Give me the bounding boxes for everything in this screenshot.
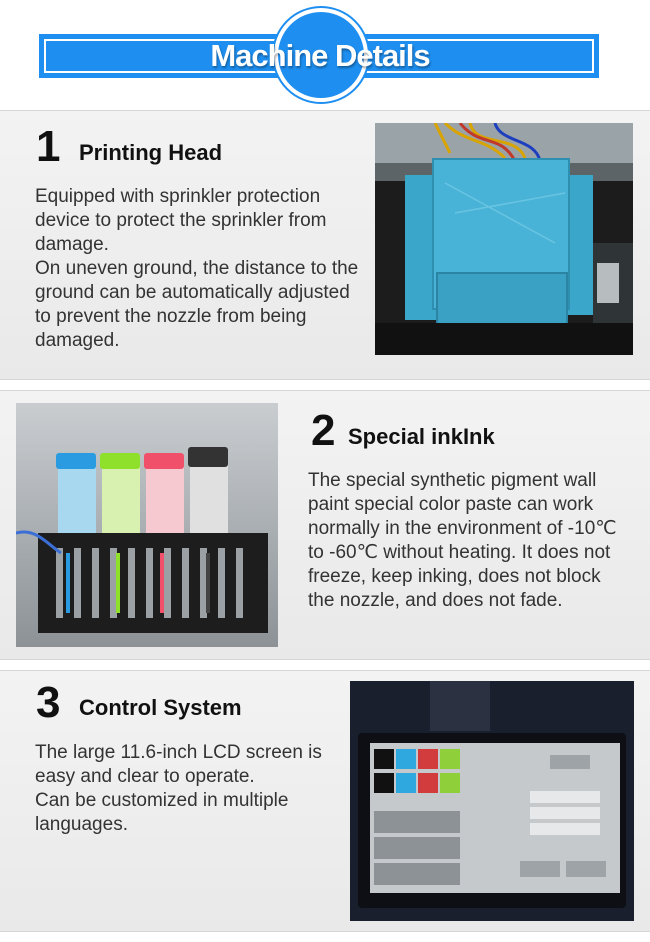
section-heading: Printing Head (79, 140, 223, 165)
section-description (35, 741, 355, 837)
section-number: 1 (36, 122, 61, 171)
section-special-ink (0, 390, 650, 660)
description-line: Equipped with sprinkler protection device to protect the sprinkler from damage. (35, 186, 327, 255)
description-line: The special synthetic pigment wall paint special color paste can work normally in the environment of -10℃ to -60℃ without heating. It does not freeze, keep inking, does not block the nozzle, and does not fade. (308, 470, 617, 611)
description-line: The large 11.6-inch LCD screen is easy and clear to operate. (35, 742, 322, 787)
section-heading: Special inkInk (348, 424, 495, 449)
printing-head-photo (375, 123, 633, 355)
section-number: 3 (36, 678, 61, 727)
ink-bottles-photo (16, 403, 278, 647)
description-line: On uneven ground, the distance to the ground can be automatically adjusted to prevent the nozzle from being damaged. (35, 258, 359, 351)
section-printing-head (0, 110, 650, 380)
section-heading: Control System (79, 695, 242, 720)
section-number: 2 (311, 406, 336, 455)
lcd-screen-photo (350, 681, 634, 921)
page-title: Machine Details (210, 38, 430, 73)
section-description (35, 185, 365, 353)
section-control-system (0, 670, 650, 932)
description-line: Can be customized in multiple languages. (35, 790, 289, 835)
section-description (308, 469, 628, 613)
